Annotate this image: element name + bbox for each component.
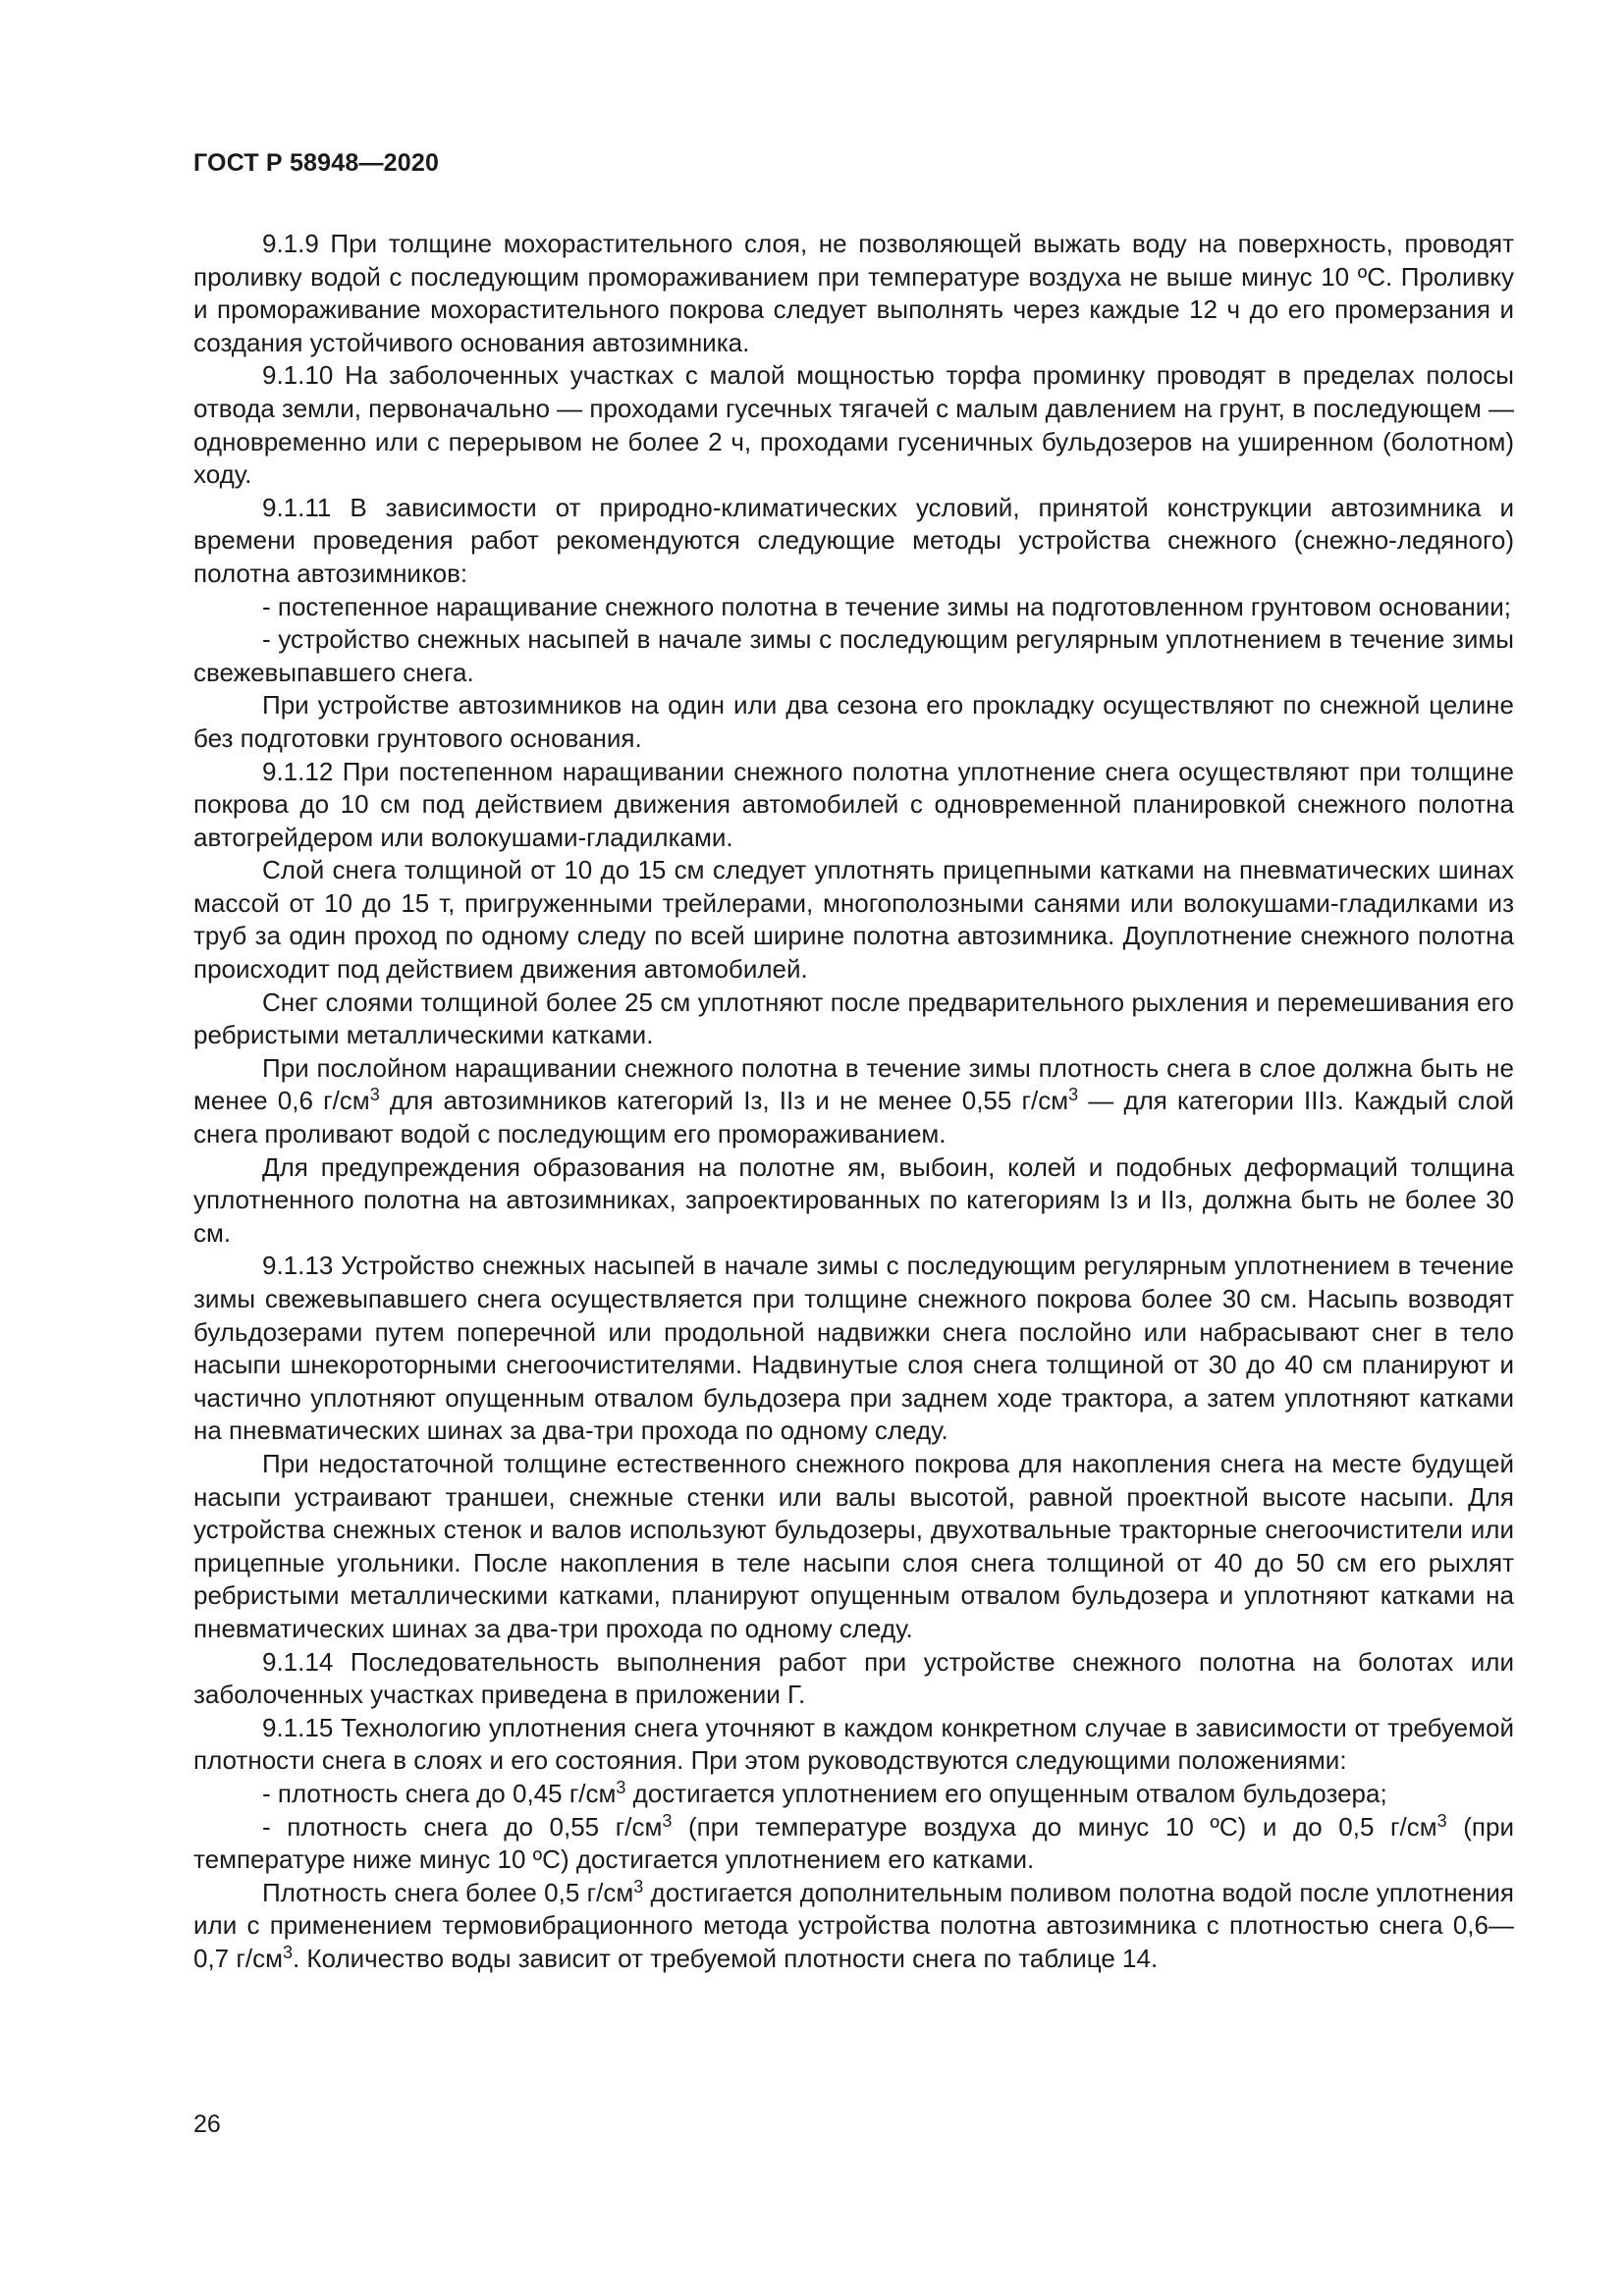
- paragraph-9-1-10: 9.1.10 На заболоченных участках с малой мощностью торфа проминку проводят в пределах полосы отвода земли, первоначально — проходами гусечных тягачей с малым давлением на грунт, в последующем — одновременно или с перерывом не более 2 ч, проходами гусеничных бульдозеров на уширенном (болотном) ходу.: [193, 360, 1515, 490]
- superscript: 3: [282, 1942, 293, 1962]
- text-fragment: для автозимников категорий Iз, IIз и не менее 0,55 г/см: [379, 1086, 1069, 1116]
- paragraph-9-1-11: 9.1.11 В зависимости от природно-климатических условий, принятой конструкции автозимника и времени проведения работ рекомендуются следующие методы устройства снежного (снежно-ледяного) полотна автозимников:: [193, 492, 1514, 588]
- text-fragment: При послойном наращивании снежного полотна в течение зимы плотность снега в слое должна быть не менее 0,6 г/см: [193, 1052, 1514, 1116]
- paragraph-density-above-05: [193, 1877, 1514, 1976]
- paragraph-9-1-13: 9.1.13 Устройство снежных насыпей в начале зимы с последующим регулярным уплотнением в течение зимы свежевыпавшего снега осуществляется при толщине снежного покрова более 30 см. Насыпь возводят бульдозерами путем поперечной или продольной надвижки снега послойно или набрасывают снег в тело насыпи шнекороторными снегоочистителями. Надвинутые слоя снега толщиной от 30 до 40 см планируют и частично уплотняют опущенным отвалом бульдозера при заднем ходе трактора, а затем уплотняют катками на пневматических шинах за два-три прохода по одному следу.: [193, 1251, 1514, 1446]
- document-body: [193, 228, 1514, 1975]
- paragraph-seasonal-roads: При устройстве автозимников на один или два сезона его прокладку осуществляют по снежной целине без подготовки грунтового основания.: [193, 690, 1514, 753]
- paragraph-snow-density-layers: [193, 1052, 1514, 1151]
- list-item-snow-embankments: - устройство снежных насыпей в начале зимы с последующим регулярным уплотнением в течение зимы свежевыпавшего снега.: [193, 624, 1514, 687]
- page-number: 26: [193, 2110, 221, 2138]
- text-fragment: — для категории IIIз. Каждый слой снега проливают водой с последующим его промораживанием.: [193, 1086, 1514, 1149]
- superscript: 3: [616, 1777, 626, 1797]
- paragraph-deformation-prevention: Для предупреждения образования на полотне ям, выбоин, колей и подобных деформаций толщина уплотненного полотна на автозимниках, запроектированных по категориям Iз и IIз, должна быть не более 30 см.: [193, 1151, 1514, 1248]
- paragraph-insufficient-snow: При недостаточной толщине естественного снежного покрова для накопления снега на месте будущей насыпи устраивают траншеи, снежные стенки или валы высотой, равной проектной высоте насыпи. Для устройства снежных стенок и валов используют бульдозеры, двухотвальные тракторные снегоочистители или прицепные угольники. После накопления в теле насыпи слоя снега толщиной от 40 до 50 см его рыхлят ребристыми металлическими катками, планируют опущенным отвалом бульдозера и уплотняют катками на пневматических шинах за два-три прохода по одному следу.: [193, 1448, 1514, 1643]
- text-fragment: Плотность снега более 0,5 г/см: [262, 1877, 634, 1907]
- list-item-gradual-buildup: - постепенное наращивание снежного полотна в течение зимы на подготовленном грунтовом основании;: [262, 591, 1511, 621]
- text-fragment: - плотность снега до 0,55 г/см: [262, 1811, 663, 1842]
- paragraph-thick-layers: Снег слоями толщиной более 25 см уплотняют после предварительного рыхления и перемешивания его ребристыми металлическими катками.: [193, 987, 1514, 1050]
- superscript: 3: [633, 1876, 644, 1896]
- text-fragment: достигается уплотнением его опущенным отвалом бульдозера;: [625, 1778, 1387, 1808]
- text-fragment: . Количество воды зависит от требуемой плотности снега по таблице 14.: [292, 1943, 1159, 1973]
- paragraph-9-1-14: 9.1.14 Последовательность выполнения работ при устройстве снежного полотна на болотах или заболоченных участках приведена в приложении Г.: [193, 1646, 1514, 1710]
- superscript: 3: [662, 1810, 673, 1831]
- list-item-density-045: [193, 1778, 1514, 1811]
- paragraph-layer-compaction: Слой снега толщиной от 10 до 15 см следует уплотнять прицепными катками на пневматических шинах массой от 10 до 15 т, пригруженными трейлерами, многополозными санями или волокушами-гладилками из труб за один проход по одному следу по всей ширине полотна автозимника. Доуплотнение снежного полотна происходит под действием движения автомобилей.: [193, 855, 1514, 985]
- paragraph-9-1-15: 9.1.15 Технологию уплотнения снега уточняют в каждом конкретном случае в зависимости от требуемой плотности снега в слоях и его состояния. При этом руководствуются следующими положениями:: [193, 1712, 1514, 1776]
- text-fragment: достигается дополнительным поливом полотна водой после уплотнения или с применением термовибрационного метода устройства полотна автозимника с плотностью снега 0,6—0,7 г/см: [193, 1877, 1514, 1973]
- text-fragment: (при температуре воздуха до минус 10 ºС) и до 0,5 г/см: [672, 1811, 1437, 1842]
- list-item-density-055: [193, 1811, 1514, 1877]
- paragraph-9-1-9: 9.1.9 При толщине мохорастительного слоя, не позволяющей выжать воду на поверхность, проводят проливку водой с последующим промораживанием при температуре воздуха не выше минус 10 ºС. Проливку и промораживание мохорастительного покрова следует выполнять через каждые 12 ч до его промерзания и создания устойчивого основания автозимника.: [193, 229, 1514, 357]
- superscript: 3: [1436, 1810, 1447, 1831]
- text-fragment: - плотность снега до 0,45 г/см: [262, 1778, 617, 1808]
- paragraph-9-1-12: 9.1.12 При постепенном наращивании снежного полотна уплотнение снега осуществляют при толщине покрова до 10 см под действием движения автомобилей с одновременной планировкой снежного полотна автогрейдером или волокушами-гладилками.: [193, 756, 1514, 852]
- document-code-header: ГОСТ Р 58948—2020: [193, 149, 440, 177]
- superscript: 3: [1068, 1085, 1079, 1105]
- text-fragment: (при температуре ниже минус 10 ºС) достигается уплотнением его катками.: [193, 1811, 1514, 1875]
- superscript: 3: [369, 1085, 380, 1105]
